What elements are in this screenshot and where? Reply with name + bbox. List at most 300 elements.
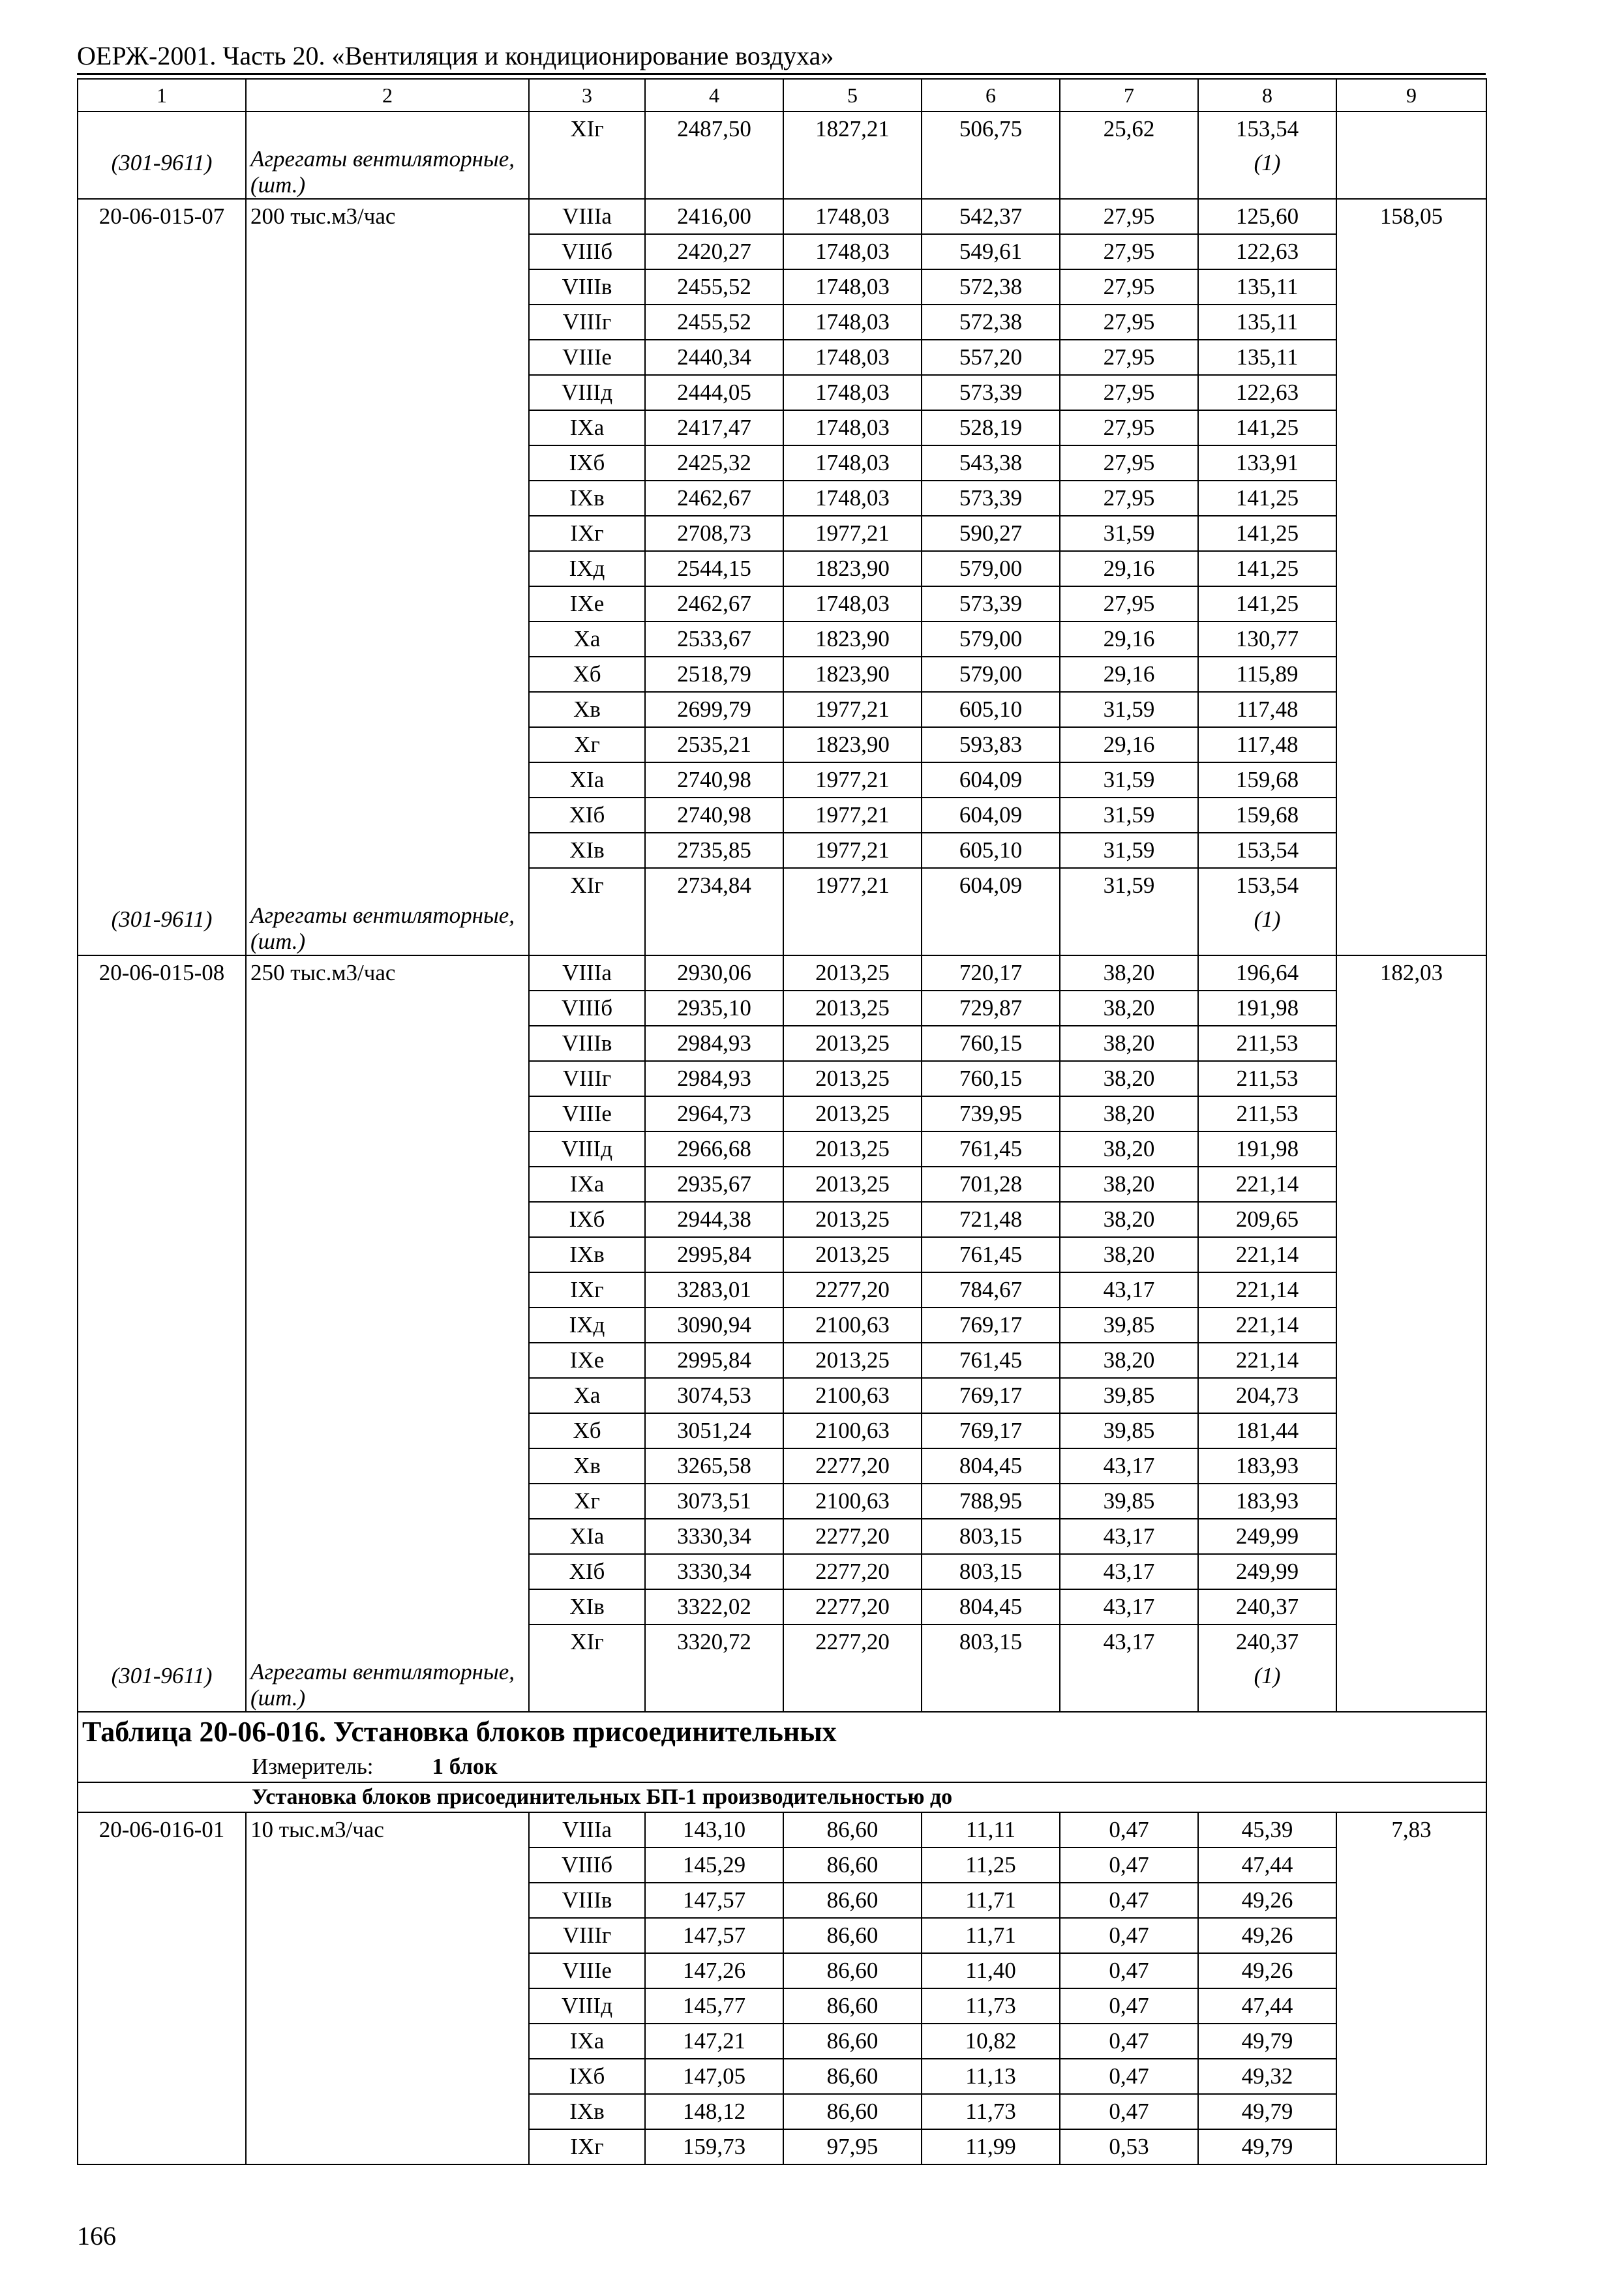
value-cell: 1748,03 — [783, 445, 922, 481]
rate-code-cell — [78, 340, 246, 375]
value-cell: 11,71 — [922, 1918, 1060, 1953]
rate-code-cell — [78, 621, 246, 657]
col9-cell — [1336, 1202, 1486, 1237]
value-cell: 2740,98 — [645, 762, 783, 798]
value-cell: 2013,25 — [783, 1061, 922, 1096]
value-cell: 141,25 — [1198, 410, 1336, 445]
value-cell: 11,71 — [922, 1883, 1060, 1918]
rate-description-cell — [246, 1448, 529, 1484]
value-cell: 86,60 — [783, 1918, 922, 1953]
table-row — [78, 1308, 1486, 1343]
table-row — [78, 1167, 1486, 1202]
value-cell: 701,28 — [922, 1167, 1060, 1202]
table-row — [78, 112, 1486, 146]
value-cell: 593,83 — [922, 727, 1060, 762]
zone-cell: VIIIг — [529, 1061, 645, 1096]
zone-cell: Xа — [529, 1378, 645, 1413]
table-row — [78, 410, 1486, 445]
value-cell: 2013,25 — [783, 991, 922, 1026]
value-cell: 3320,72 — [645, 1624, 783, 1659]
meter-label: Измеритель: — [252, 1754, 374, 1779]
rate-code-cell — [78, 481, 246, 516]
value-cell: 135,11 — [1198, 305, 1336, 340]
col9-cell — [1336, 112, 1486, 146]
table-row — [78, 1343, 1486, 1378]
value-cell: 43,17 — [1060, 1624, 1198, 1659]
value-cell: 2013,25 — [783, 1096, 922, 1131]
rate-description-cell — [246, 1554, 529, 1589]
zone-cell: IXг — [529, 2129, 645, 2164]
value-cell: 11,73 — [922, 2094, 1060, 2129]
table-row — [78, 762, 1486, 798]
value-cell: 549,61 — [922, 234, 1060, 269]
value-cell: 39,85 — [1060, 1413, 1198, 1448]
rate-description-cell — [246, 1096, 529, 1131]
value-cell: 183,93 — [1198, 1448, 1336, 1484]
empty-cell — [645, 146, 783, 199]
value-cell: 43,17 — [1060, 1554, 1198, 1589]
rate-description-cell — [246, 1272, 529, 1308]
col9-cell — [1336, 1918, 1486, 1953]
col9-cell — [1336, 692, 1486, 727]
rate-description-cell — [246, 1589, 529, 1624]
value-cell: 86,60 — [783, 1812, 922, 1848]
rate-code-cell — [78, 833, 246, 868]
value-cell: 159,68 — [1198, 798, 1336, 833]
empty-cell — [1060, 146, 1198, 199]
rate-code-cell: 20-06-015-08 — [78, 955, 246, 991]
value-cell: 769,17 — [922, 1378, 1060, 1413]
table-row — [78, 269, 1486, 305]
value-cell: 141,25 — [1198, 481, 1336, 516]
value-cell: 211,53 — [1198, 1061, 1336, 1096]
value-cell: 38,20 — [1060, 1343, 1198, 1378]
value-cell: 2013,25 — [783, 1202, 922, 1237]
value-cell: 2277,20 — [783, 1589, 922, 1624]
col9-cell — [1336, 2059, 1486, 2094]
zone-cell: VIIIв — [529, 1883, 645, 1918]
rate-description-cell — [246, 2059, 529, 2094]
resource-code: (301-9611) — [78, 146, 246, 199]
value-cell: 38,20 — [1060, 1237, 1198, 1272]
value-cell: 2487,50 — [645, 112, 783, 146]
value-cell: 86,60 — [783, 1953, 922, 1988]
value-cell: 45,39 — [1198, 1812, 1336, 1848]
rate-description-cell — [246, 1988, 529, 2024]
value-cell: 47,44 — [1198, 1988, 1336, 2024]
value-cell: 2455,52 — [645, 305, 783, 340]
value-cell: 2277,20 — [783, 1272, 922, 1308]
resource-qty: (1) — [1198, 903, 1336, 955]
table-row — [78, 1096, 1486, 1131]
value-cell: 2455,52 — [645, 269, 783, 305]
value-cell: 221,14 — [1198, 1343, 1336, 1378]
value-cell: 10,82 — [922, 2024, 1060, 2059]
value-cell: 11,73 — [922, 1988, 1060, 2024]
col9-cell — [1336, 1026, 1486, 1061]
value-cell: 221,14 — [1198, 1237, 1336, 1272]
rate-code-cell — [78, 1272, 246, 1308]
rate-description-cell — [246, 833, 529, 868]
value-cell: 86,60 — [783, 2024, 922, 2059]
empty-cell — [529, 1659, 645, 1712]
table-row — [78, 1883, 1486, 1918]
value-cell: 605,10 — [922, 833, 1060, 868]
value-cell: 1823,90 — [783, 551, 922, 586]
value-cell: 579,00 — [922, 657, 1060, 692]
zone-cell: Xб — [529, 1413, 645, 1448]
value-cell: 125,60 — [1198, 199, 1336, 234]
col9-cell — [1336, 1167, 1486, 1202]
rate-code-cell — [78, 1589, 246, 1624]
table-row — [78, 727, 1486, 762]
col9-cell — [1336, 833, 1486, 868]
zone-cell: VIIIа — [529, 955, 645, 991]
rate-code-cell: 20-06-015-07 — [78, 199, 246, 234]
column-number-row — [78, 79, 1486, 112]
value-cell: 0,47 — [1060, 1918, 1198, 1953]
rate-code-cell — [78, 305, 246, 340]
rate-description-cell — [246, 410, 529, 445]
zone-cell: Xв — [529, 1448, 645, 1484]
rate-code-cell — [78, 445, 246, 481]
value-cell: 760,15 — [922, 1061, 1060, 1096]
col9-cell — [1336, 234, 1486, 269]
table-row — [78, 1026, 1486, 1061]
table-row — [78, 234, 1486, 269]
value-cell: 579,00 — [922, 551, 1060, 586]
value-cell: 211,53 — [1198, 1026, 1336, 1061]
value-cell: 115,89 — [1198, 657, 1336, 692]
value-cell: 133,91 — [1198, 445, 1336, 481]
value-cell: 604,09 — [922, 868, 1060, 903]
col9-cell — [1336, 1237, 1486, 1272]
rate-description-cell — [246, 1848, 529, 1883]
value-cell: 183,93 — [1198, 1484, 1336, 1519]
zone-cell: IXе — [529, 586, 645, 621]
value-cell: 2734,84 — [645, 868, 783, 903]
value-cell: 196,64 — [1198, 955, 1336, 991]
rate-description-cell — [246, 269, 529, 305]
table-row — [78, 1519, 1486, 1554]
value-cell: 49,26 — [1198, 1953, 1336, 1988]
zone-cell: IXб — [529, 445, 645, 481]
meter-line — [82, 1752, 1482, 1782]
value-cell: 2518,79 — [645, 657, 783, 692]
empty-cell — [783, 1659, 922, 1712]
value-cell: 1977,21 — [783, 762, 922, 798]
zone-cell: VIIIд — [529, 375, 645, 410]
value-cell: 1748,03 — [783, 410, 922, 445]
zone-cell: VIIIе — [529, 1953, 645, 1988]
table-row — [78, 516, 1486, 551]
value-cell: 38,20 — [1060, 1131, 1198, 1167]
col9-cell — [1336, 621, 1486, 657]
value-cell: 769,17 — [922, 1413, 1060, 1448]
zone-cell: Xв — [529, 692, 645, 727]
table-row — [78, 551, 1486, 586]
empty-cell — [922, 146, 1060, 199]
rate-description-cell — [246, 1237, 529, 1272]
value-cell: 27,95 — [1060, 269, 1198, 305]
table-row — [78, 1131, 1486, 1167]
value-cell: 720,17 — [922, 955, 1060, 991]
value-cell: 2416,00 — [645, 199, 783, 234]
col9-cell — [1336, 1554, 1486, 1589]
value-cell: 0,47 — [1060, 1848, 1198, 1883]
header-rule — [77, 73, 1486, 75]
value-cell: 31,59 — [1060, 692, 1198, 727]
value-cell: 0,47 — [1060, 1812, 1198, 1848]
rate-code-cell — [78, 1343, 246, 1378]
value-cell: 221,14 — [1198, 1167, 1336, 1202]
table-row — [78, 1237, 1486, 1272]
col9-cell — [1336, 1659, 1486, 1712]
rate-description-cell — [246, 1918, 529, 1953]
column-number: 1 — [78, 79, 246, 112]
value-cell: 3330,34 — [645, 1554, 783, 1589]
rate-code-cell — [78, 1237, 246, 1272]
value-cell: 2740,98 — [645, 798, 783, 833]
rate-code-cell — [78, 798, 246, 833]
rate-description-cell — [246, 1484, 529, 1519]
col9-cell — [1336, 1413, 1486, 1448]
zone-cell: Xг — [529, 1484, 645, 1519]
rate-description-cell — [246, 1378, 529, 1413]
value-cell: 191,98 — [1198, 991, 1336, 1026]
value-cell: 739,95 — [922, 1096, 1060, 1131]
value-cell: 31,59 — [1060, 516, 1198, 551]
value-cell: 135,11 — [1198, 340, 1336, 375]
value-cell: 2935,10 — [645, 991, 783, 1026]
col9-cell — [1336, 1448, 1486, 1484]
rate-code-cell — [78, 1848, 246, 1883]
value-cell: 1748,03 — [783, 234, 922, 269]
value-cell: 49,26 — [1198, 1883, 1336, 1918]
empty-cell — [922, 903, 1060, 955]
rate-description-cell — [246, 481, 529, 516]
value-cell: 27,95 — [1060, 410, 1198, 445]
value-cell: 579,00 — [922, 621, 1060, 657]
rate-code-cell — [78, 1484, 246, 1519]
col9-cell — [1336, 146, 1486, 199]
rate-description-cell — [246, 1167, 529, 1202]
value-cell: 604,09 — [922, 762, 1060, 798]
zone-cell: IXд — [529, 551, 645, 586]
value-cell: 221,14 — [1198, 1272, 1336, 1308]
value-cell: 761,45 — [922, 1237, 1060, 1272]
value-cell: 0,47 — [1060, 1883, 1198, 1918]
zone-cell: VIIIв — [529, 1026, 645, 1061]
table-row — [78, 1918, 1486, 1953]
value-cell: 2100,63 — [783, 1484, 922, 1519]
value-cell: 1977,21 — [783, 833, 922, 868]
rate-code-cell — [78, 1918, 246, 1953]
value-cell: 0,47 — [1060, 1953, 1198, 1988]
col9-cell — [1336, 1484, 1486, 1519]
value-cell: 141,25 — [1198, 586, 1336, 621]
value-cell: 1748,03 — [783, 481, 922, 516]
value-cell: 761,45 — [922, 1343, 1060, 1378]
value-cell: 3051,24 — [645, 1413, 783, 1448]
col9-cell — [1336, 1378, 1486, 1413]
col9-cell — [1336, 1519, 1486, 1554]
rate-description-cell — [246, 1061, 529, 1096]
column-number: 3 — [529, 79, 645, 112]
value-cell: 2944,38 — [645, 1202, 783, 1237]
value-cell: 130,77 — [1198, 621, 1336, 657]
value-cell: 2425,32 — [645, 445, 783, 481]
col9-cell — [1336, 1953, 1486, 1988]
zone-cell: VIIIе — [529, 340, 645, 375]
value-cell: 0,47 — [1060, 1988, 1198, 2024]
value-cell: 2930,06 — [645, 955, 783, 991]
value-cell: 29,16 — [1060, 621, 1198, 657]
value-cell: 2699,79 — [645, 692, 783, 727]
value-cell: 27,95 — [1060, 340, 1198, 375]
rate-code-cell — [78, 234, 246, 269]
rate-description-cell: 200 тыс.м3/час — [246, 199, 529, 234]
rate-code-cell: 20-06-016-01 — [78, 1812, 246, 1848]
value-cell: 573,39 — [922, 481, 1060, 516]
value-cell: 240,37 — [1198, 1589, 1336, 1624]
zone-cell: IXб — [529, 2059, 645, 2094]
table-row — [78, 586, 1486, 621]
value-cell: 760,15 — [922, 1026, 1060, 1061]
rate-description-cell — [246, 868, 529, 903]
value-cell: 2535,21 — [645, 727, 783, 762]
rate-code-cell — [78, 1202, 246, 1237]
zone-cell: IXг — [529, 1272, 645, 1308]
value-cell: 31,59 — [1060, 868, 1198, 903]
table-row — [78, 1554, 1486, 1589]
zone-cell: IXб — [529, 1202, 645, 1237]
value-cell: 1977,21 — [783, 798, 922, 833]
table-row — [78, 1061, 1486, 1096]
value-cell: 729,87 — [922, 991, 1060, 1026]
col9-cell — [1336, 2129, 1486, 2164]
value-cell: 147,21 — [645, 2024, 783, 2059]
rate-code-cell — [78, 2059, 246, 2094]
rate-description-cell — [246, 2094, 529, 2129]
rate-code-cell — [78, 1167, 246, 1202]
value-cell: 2013,25 — [783, 1131, 922, 1167]
value-cell: 2100,63 — [783, 1378, 922, 1413]
table-row — [78, 868, 1486, 903]
rate-code-cell — [78, 1519, 246, 1554]
value-cell: 86,60 — [783, 1883, 922, 1918]
rate-description-cell — [246, 234, 529, 269]
rate-description-cell — [246, 1519, 529, 1554]
table-row — [78, 1589, 1486, 1624]
zone-cell: IXг — [529, 516, 645, 551]
rate-description-cell — [246, 1026, 529, 1061]
rate-code-cell — [78, 269, 246, 305]
col9-cell: 7,83 — [1336, 1812, 1486, 1848]
value-cell: 148,12 — [645, 2094, 783, 2129]
page-number: 166 — [77, 2221, 116, 2251]
col9-cell: 158,05 — [1336, 199, 1486, 234]
zone-cell: VIIIд — [529, 1988, 645, 2024]
col9-cell — [1336, 2094, 1486, 2129]
rate-description-cell — [246, 551, 529, 586]
value-cell: 27,95 — [1060, 481, 1198, 516]
value-cell: 11,99 — [922, 2129, 1060, 2164]
value-cell: 572,38 — [922, 305, 1060, 340]
rate-code-cell — [78, 2024, 246, 2059]
table-row — [78, 340, 1486, 375]
value-cell: 39,85 — [1060, 1484, 1198, 1519]
empty-cell — [645, 903, 783, 955]
col9-cell — [1336, 762, 1486, 798]
zone-cell: VIIIб — [529, 1848, 645, 1883]
table-title: Таблица 20-06-016. Установка блоков присоединительных — [82, 1716, 837, 1748]
value-cell: 86,60 — [783, 2094, 922, 2129]
value-cell: 43,17 — [1060, 1448, 1198, 1484]
value-cell: 221,14 — [1198, 1308, 1336, 1343]
value-cell: 117,48 — [1198, 692, 1336, 727]
resource-name: Агрегаты вентиляторные, (шт.) — [246, 903, 529, 955]
value-cell: 86,60 — [783, 2059, 922, 2094]
zone-cell: VIIIг — [529, 305, 645, 340]
col9-cell — [1336, 1343, 1486, 1378]
value-cell: 145,29 — [645, 1848, 783, 1883]
zone-cell: XIа — [529, 762, 645, 798]
value-cell: 573,39 — [922, 375, 1060, 410]
col9-cell — [1336, 410, 1486, 445]
value-cell: 2013,25 — [783, 1167, 922, 1202]
rate-description-cell — [246, 762, 529, 798]
rate-code-cell — [78, 868, 246, 903]
col9-cell — [1336, 1272, 1486, 1308]
value-cell: 2995,84 — [645, 1343, 783, 1378]
value-cell: 43,17 — [1060, 1519, 1198, 1554]
value-cell: 2995,84 — [645, 1237, 783, 1272]
value-cell: 3283,01 — [645, 1272, 783, 1308]
col9-cell — [1336, 1308, 1486, 1343]
rate-description-cell: 250 тыс.м3/час — [246, 955, 529, 991]
rate-code-cell — [78, 1131, 246, 1167]
meter-value: 1 блок — [432, 1754, 498, 1779]
empty-cell — [783, 146, 922, 199]
value-cell: 117,48 — [1198, 727, 1336, 762]
col9-cell — [1336, 798, 1486, 833]
col9-cell — [1336, 305, 1486, 340]
value-cell: 211,53 — [1198, 1096, 1336, 1131]
table-row — [78, 1953, 1486, 1988]
value-cell: 145,77 — [645, 1988, 783, 2024]
table-row — [78, 199, 1486, 234]
value-cell: 604,09 — [922, 798, 1060, 833]
rate-description-cell — [246, 1202, 529, 1237]
rate-description-cell — [246, 1413, 529, 1448]
zone-cell: XIб — [529, 798, 645, 833]
value-cell: 3322,02 — [645, 1589, 783, 1624]
col9-cell — [1336, 516, 1486, 551]
value-cell: 11,40 — [922, 1953, 1060, 1988]
rate-code-cell — [78, 375, 246, 410]
zone-cell: VIIIа — [529, 199, 645, 234]
zone-cell: XIг — [529, 868, 645, 903]
resource-name: Агрегаты вентиляторные, (шт.) — [246, 1659, 529, 1712]
col9-cell — [1336, 1131, 1486, 1167]
rate-code-cell — [78, 657, 246, 692]
zone-cell: XIг — [529, 1624, 645, 1659]
value-cell: 204,73 — [1198, 1378, 1336, 1413]
value-cell: 0,47 — [1060, 2094, 1198, 2129]
column-number: 5 — [783, 79, 922, 112]
value-cell: 11,13 — [922, 2059, 1060, 2094]
